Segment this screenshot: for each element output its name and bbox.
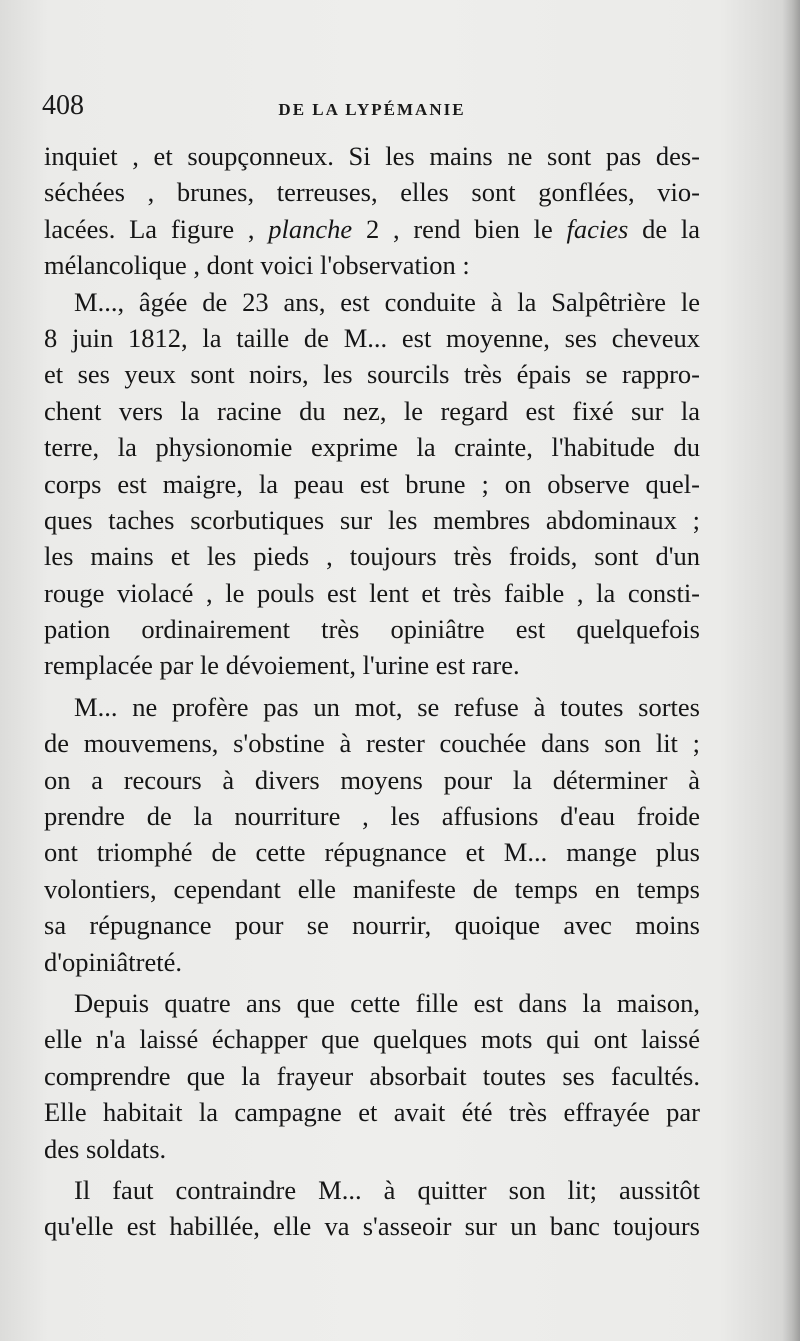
text-line: d'opiniâtreté. (44, 946, 182, 977)
text-line: on a recours à divers moyens pour la déterminer à (44, 764, 700, 795)
text-line: pation ordinairement très opiniâtre est quelquefois (44, 614, 700, 645)
page-edge-shadow (782, 0, 800, 1341)
italic-planche: planche (268, 213, 353, 244)
text-line: ques taches scorbutiques sur les membres abdominaux ; (44, 504, 700, 535)
text-line: elle n'a laissé échapper que quelques mots qui ont laissé (44, 1024, 700, 1055)
text-line: remplacée par le dévoiement, l'urine est rare. (44, 650, 520, 681)
text-line: les mains et les pieds , toujours très froids, sont d'un (44, 541, 700, 572)
text-line: Elle habitait la campagne et avait été très effrayée par (44, 1097, 700, 1128)
text-line: terre, la physionomie exprime la crainte, l'habitude du (44, 432, 700, 463)
running-head: DE LA LYPÉMANIE (278, 100, 466, 119)
text-line: volontiers, cependant elle manifeste de temps en temps (44, 873, 700, 904)
paragraph-start-line: Il faut contraindre M... à quitter son lit; aussitôt (74, 1174, 700, 1205)
text-line: et ses yeux sont noirs, les sourcils très épais se rappro- (44, 359, 700, 390)
text-line: inquiet , et soupçonneux. Si les mains ne sont pas des- (44, 141, 700, 171)
italic-facies: facies (566, 213, 629, 244)
text-line: 8 juin 1812, la taille de M... est moyenne, ses cheveux (44, 322, 700, 353)
body-text (44, 138, 700, 1245)
text-line: qu'elle est habillée, elle va s'asseoir sur un banc toujours (44, 1211, 700, 1242)
text-line: de mouvemens, s'obstine à rester couchée dans son lit ; (44, 728, 700, 759)
text-line: ont triomphé de cette répugnance et M... mange plus (44, 837, 700, 868)
paragraph-start-line: Depuis quatre ans que cette fille est dans la maison, (74, 987, 700, 1018)
text-line: sa répugnance pour se nourrir, quoique avec moins (44, 910, 700, 941)
text-line: rouge violacé , le pouls est lent et très faible , la consti- (44, 577, 700, 608)
text-line: chent vers la racine du nez, le regard est fixé sur la (44, 395, 700, 426)
text-line: mélancolique , dont voici l'observation : (44, 250, 470, 281)
text-line: lacées. La figure , planche 2 , rend bien le facies de la (44, 213, 700, 244)
page-number: 408 (42, 90, 84, 121)
text-line: comprendre que la frayeur absorbait toutes ses facultés. (44, 1060, 700, 1091)
paragraph-start-line: M... ne profère pas un mot, se refuse à toutes sortes (74, 691, 700, 722)
page-header (42, 88, 702, 128)
text-line: corps est maigre, la peau est brune ; on observe quel- (44, 468, 700, 499)
paragraph-start-line: M..., âgée de 23 ans, est conduite à la Salpêtrière le (74, 286, 700, 317)
text-line: des soldats. (44, 1133, 167, 1164)
text-line: prendre de la nourriture , les affusions d'eau froide (44, 801, 700, 832)
text-line: séchées , brunes, terreuses, elles sont gonflées, vio- (44, 177, 700, 208)
